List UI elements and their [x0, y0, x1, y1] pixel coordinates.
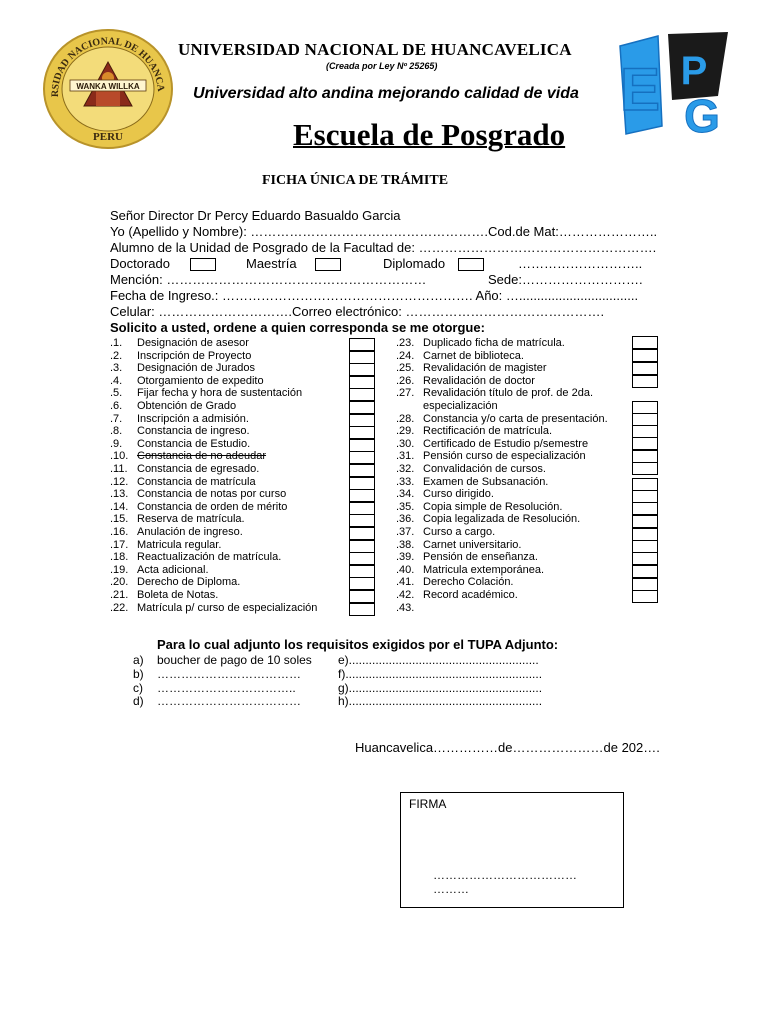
requirement-d[interactable]: ……………………………… [157, 694, 301, 708]
procedure-checkbox-6[interactable] [349, 401, 375, 414]
diplomado-label: Diplomado [383, 256, 446, 271]
procedure-checkbox-40[interactable] [632, 565, 658, 578]
procedure-checkbox-42[interactable] [632, 590, 658, 603]
procedure-checkbox-11[interactable] [349, 464, 375, 477]
procedure-item-23: .23. Duplicado ficha de matrícula. [396, 337, 565, 349]
procedure-item-43: .43. [396, 601, 415, 614]
procedure-checkbox-20[interactable] [349, 577, 375, 590]
procedure-checkbox-24[interactable] [632, 349, 658, 362]
faculty-field[interactable]: Alumno de la Unidad de Posgrado de la Facultad de: ………………………………………………. [110, 240, 657, 255]
requirement-a-letter: a) [133, 653, 144, 667]
procedure-item-9: .9. Constancia de Estudio. [110, 437, 251, 450]
procedure-checkbox-32[interactable] [632, 462, 658, 475]
procedure-checkbox-9[interactable] [349, 439, 375, 452]
procedure-checkbox-17[interactable] [349, 540, 375, 553]
procedure-item-1: .1. Designación de asesor [110, 337, 249, 349]
ingreso-field[interactable]: Fecha de Ingreso.: …………………………………………………. Año: …................................. [110, 288, 639, 303]
procedure-item-20: .20. Derecho de Diploma. [110, 576, 241, 589]
requirement-g[interactable]: g).......................................................... [338, 681, 543, 695]
procedure-item-22: .22. Matrícula p/ curso de especialización [110, 601, 318, 614]
requirements-heading: Para lo cual adjunto los requisitos exigidos por el TUPA Adjunto: [157, 637, 559, 652]
procedure-checkbox-2[interactable] [349, 351, 375, 364]
procedure-checkbox-26[interactable] [632, 375, 658, 388]
procedure-item-14: .14. Constancia de orden de mérito [110, 500, 288, 513]
procedure-checkbox-25[interactable] [632, 362, 658, 375]
procedure-item-31: .31. Pensión curso de especialización [396, 450, 586, 463]
procedure-item-28: .28. Constancia y/o carta de presentación. [396, 412, 608, 425]
procedure-checkbox-35[interactable] [632, 502, 658, 515]
sede-field[interactable]: Sede:………………………. [488, 272, 643, 287]
procedure-checkbox-3[interactable] [349, 363, 375, 376]
procedure-item-35: .35. Copia simple de Resolución. [396, 500, 563, 513]
signature-line: ……………………………… [433, 868, 577, 882]
seal-top-text: RSIDAD NACIONAL DE HUANCA [49, 35, 166, 98]
procedure-item-29: .29. Rectificación de matrícula. [396, 425, 552, 438]
requirement-f[interactable]: f)........................................................... [338, 667, 543, 681]
procedure-checkbox-12[interactable] [349, 477, 375, 490]
signature-box[interactable] [400, 792, 624, 908]
procedure-item-21: .21. Boleta de Notas. [110, 589, 219, 601]
logo-letter-g: G [684, 90, 720, 138]
procedure-item-8: .8. Constancia de ingreso. [110, 425, 250, 438]
procedure-item-5: .5. Fijar fecha y hora de sustentación [110, 387, 303, 400]
epg-logo [610, 26, 732, 138]
procedure-checkbox-16[interactable] [349, 527, 375, 540]
procedure-checkbox-15[interactable] [349, 514, 375, 527]
procedure-item-10: .10. Constancia de no adeudar [110, 450, 267, 463]
procedure-item-2: .2. Inscripción de Proyecto [110, 349, 252, 362]
procedure-item-27-continued: especialización [423, 400, 498, 412]
name-field[interactable]: Yo (Apellido y Nombre): ……………………………………………….Cod.de Mat:………………….. [110, 224, 658, 239]
procedure-item-37: .37. Curso a cargo. [396, 526, 496, 538]
university-motto: Universidad alto andina mejorando calidad de vida [193, 85, 579, 102]
requirement-e[interactable]: e)......................................................... [338, 653, 539, 667]
university-name: UNIVERSIDAD NACIONAL DE HUANCAVELICA [178, 40, 572, 59]
requirement-h[interactable]: h).......................................................... [338, 694, 543, 708]
requirement-a[interactable]: boucher de pago de 10 soles [157, 653, 312, 667]
procedure-item-26: .26. Revalidación de doctor [396, 374, 535, 387]
procedure-item-33: .33. Examen de Subsanación. [396, 475, 549, 488]
requirement-b[interactable]: ……………………………… [157, 667, 301, 681]
procedure-checkbox-10[interactable] [349, 451, 375, 464]
procedure-item-13: .13. Constancia de notas por curso [110, 488, 287, 501]
procedure-item-11: .11. Constancia de egresado. [110, 463, 260, 475]
procedure-item-39: .39. Pensión de enseñanza. [396, 551, 538, 564]
requirement-d-letter: d) [133, 694, 144, 708]
procedure-item-42: .42. Record académico. [396, 589, 518, 601]
procedure-item-25: .25. Revalidación de magister [396, 362, 547, 375]
procedure-item-3: .3. Designación de Jurados [110, 362, 256, 375]
program-field[interactable]: ……………………….. [518, 256, 643, 271]
procedure-item-38: .38. Carnet universitario. [396, 538, 522, 551]
procedure-item-27: .27. Revalidación título de prof. de 2da. [396, 387, 594, 400]
request-heading: Solicito a usted, ordene a quien corresponda se me otorgue: [110, 320, 485, 335]
procedure-item-7: .7. Inscripción a admisión. [110, 412, 249, 425]
procedure-checkbox-4[interactable] [349, 376, 375, 389]
procedure-checkbox-19[interactable] [349, 565, 375, 578]
procedure-item-16: .16. Anulación de ingreso. [110, 526, 243, 538]
requirement-c[interactable]: …………………………….. [157, 681, 296, 695]
logo-letter-e: E [619, 56, 661, 123]
place-date-field[interactable]: Huancavelica……………de…………………de 202…. [355, 740, 660, 755]
school-title: Escuela de Posgrado [293, 117, 566, 152]
logo-letter-p: P [680, 49, 708, 93]
contact-field[interactable]: Celular: ………………………….Correo electrónico: ………………………………………. [110, 304, 605, 319]
procedure-checkbox-5[interactable] [349, 388, 375, 401]
procedure-item-4: .4. Otorgamiento de expedito [110, 374, 264, 387]
procedure-item-30: .30. Certificado de Estudio p/semestre [396, 437, 589, 450]
signature-line-continued: ……… [433, 882, 469, 896]
procedure-checkbox-39[interactable] [632, 552, 658, 565]
procedure-checkbox-30[interactable] [632, 437, 658, 450]
director-line: Señor Director Dr Percy Eduardo Basualdo Garcia [110, 208, 401, 223]
mencion-field[interactable]: Mención: …………………………………………………… [110, 272, 427, 287]
doctorado-checkbox[interactable] [190, 258, 216, 271]
procedure-checkbox-18[interactable] [349, 552, 375, 565]
procedure-item-24: .24. Carnet de biblioteca. [396, 349, 524, 362]
doctorado-label: Doctorado [110, 256, 170, 271]
procedure-checkbox-14[interactable] [349, 502, 375, 515]
procedure-checkbox-7[interactable] [349, 414, 375, 427]
procedure-item-36: .36. Copia legalizada de Resolución. [396, 513, 581, 526]
procedure-checkbox-23[interactable] [632, 336, 658, 349]
form-title: FICHA ÚNICA DE TRÁMITE [262, 173, 449, 188]
procedure-item-40: .40. Matricula extemporánea. [396, 563, 545, 576]
procedure-item-18: .18. Reactualización de matrícula. [110, 551, 282, 564]
procedure-item-12: .12. Constancia de matrícula [110, 475, 256, 488]
requirement-b-letter: b) [133, 667, 144, 681]
procedure-item-34: .34. Curso dirigido. [396, 488, 494, 501]
university-seal [40, 28, 176, 150]
procedure-checkbox-21[interactable] [349, 590, 375, 603]
procedure-item-6: .6. Obtención de Grado [110, 400, 237, 412]
maestria-checkbox[interactable] [315, 258, 341, 271]
procedure-item-32: .32. Convalidación de cursos. [396, 463, 546, 475]
procedure-checkbox-13[interactable] [349, 489, 375, 502]
seal-bottom-text: PERU [93, 131, 123, 143]
procedure-item-41: .41. Derecho Colación. [396, 576, 514, 589]
signature-label: FIRMA [409, 797, 447, 811]
procedure-checkbox-36[interactable] [632, 515, 658, 528]
procedure-item-19: .19. Acta adicional. [110, 563, 209, 576]
procedure-item-17: .17. Matricula regular. [110, 538, 222, 551]
procedure-checkbox-8[interactable] [349, 426, 375, 439]
requirement-c-letter: c) [133, 681, 143, 695]
procedure-checkbox-1[interactable] [349, 338, 375, 351]
seal-banner-text: WANKA WILLKA [76, 82, 140, 91]
procedure-item-15: .15. Reserva de matrícula. [110, 513, 245, 526]
creation-law: (Creada por Ley Nº 25265) [326, 61, 438, 71]
procedure-checkbox-22[interactable] [349, 603, 375, 616]
diplomado-checkbox[interactable] [458, 258, 484, 271]
maestria-label: Maestría [246, 256, 297, 271]
